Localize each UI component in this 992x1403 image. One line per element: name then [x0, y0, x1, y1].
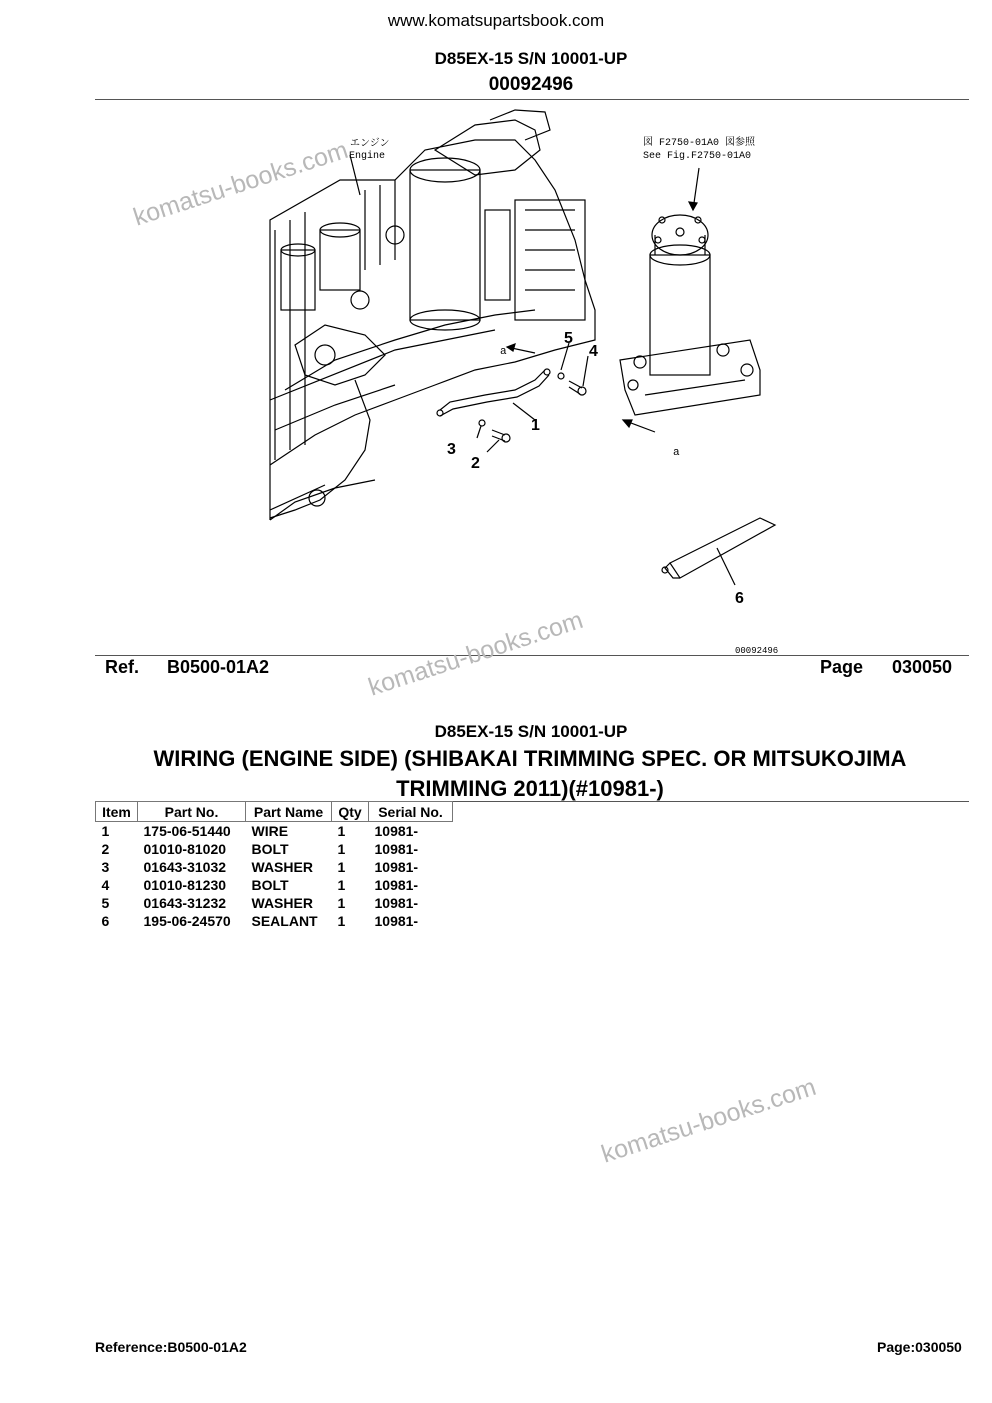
callout-6: 6	[735, 590, 744, 607]
cell-item: 2	[101, 841, 110, 857]
cell-serial-no: 10981-	[374, 841, 419, 857]
cell-part-no: 175-06-51440	[143, 823, 231, 839]
callout-4: 4	[589, 343, 598, 360]
cell-serial-no: 10981-	[374, 859, 419, 875]
ref-code: B0500-01A2	[167, 657, 270, 677]
watermark: komatsu-books.com	[130, 135, 352, 232]
cell-qty: 1	[337, 895, 346, 911]
table-row	[96, 822, 453, 841]
ref-label: Ref.	[105, 657, 140, 677]
cell-part-name: BOLT	[251, 877, 289, 893]
cell-part-name: WIRE	[251, 823, 289, 839]
diagram-divider	[95, 655, 969, 656]
page-code: 030050	[892, 657, 953, 677]
illustration-number: 00092496	[488, 74, 574, 95]
site-url[interactable]: www.komatsupartsbook.com	[387, 11, 605, 30]
cell-part-no: 195-06-24570	[143, 913, 231, 929]
cell-item: 1	[101, 823, 110, 839]
cell-part-name: WASHER	[251, 895, 313, 911]
callout-2: 2	[471, 455, 480, 472]
see-fig-en: See Fig.F2750-01A0	[643, 151, 752, 162]
table-row	[96, 912, 453, 930]
footer-reference: Reference:B0500-01A2	[95, 1339, 247, 1355]
arrow-mark-a-right: a	[673, 447, 680, 459]
cell-part-no: 01643-31032	[143, 859, 227, 875]
cell-qty: 1	[337, 841, 346, 857]
cell-part-name: SEALANT	[251, 913, 318, 929]
engine-label: Engine	[349, 151, 386, 162]
cell-item: 6	[101, 913, 110, 929]
header-item: Item	[96, 802, 138, 822]
table-row	[96, 876, 453, 894]
table-header-row	[96, 802, 453, 822]
drawing-number: 00092496	[735, 646, 779, 655]
parts-table	[95, 801, 453, 930]
header-serial-no: Serial No.	[369, 802, 453, 822]
model-heading: D85EX-15 S/N 10001-UP	[434, 49, 628, 68]
table-row	[96, 840, 453, 858]
cell-serial-no: 10981-	[374, 895, 419, 911]
cell-qty: 1	[337, 823, 346, 839]
cell-serial-no: 10981-	[374, 877, 419, 893]
header-part-name: Part Name	[246, 802, 332, 822]
header-qty: Qty	[332, 802, 369, 822]
cell-part-no: 01010-81020	[143, 841, 227, 857]
callout-5: 5	[564, 330, 573, 347]
page-label: Page	[820, 657, 864, 677]
section-title: WIRING (ENGINE SIDE) (SHIBAKAI TRIMMING SPEC. OR MITSUKOJIMA TRIMMING 2011)(#10981-)	[153, 746, 907, 801]
callout-1: 1	[531, 417, 540, 434]
cell-qty: 1	[337, 913, 346, 929]
cell-part-name: WASHER	[251, 859, 313, 875]
watermark: komatsu-books.com	[365, 605, 587, 702]
section-model: D85EX-15 S/N 10001-UP	[434, 722, 628, 741]
header-part-no: Part No.	[138, 802, 246, 822]
cell-part-name: BOLT	[251, 841, 289, 857]
arrow-mark-a-left: a	[500, 346, 507, 358]
cell-part-no: 01643-31232	[143, 895, 227, 911]
cell-item: 3	[101, 859, 110, 875]
cell-serial-no: 10981-	[374, 823, 419, 839]
cell-qty: 1	[337, 859, 346, 875]
cell-item: 4	[101, 877, 110, 893]
cell-item: 5	[101, 895, 110, 911]
table-row	[96, 894, 453, 912]
cell-part-no: 01010-81230	[143, 877, 227, 893]
footer-page: Page:030050	[877, 1339, 962, 1355]
table-row	[96, 858, 453, 876]
cell-serial-no: 10981-	[374, 913, 419, 929]
engine-label-jp: エンジン	[350, 139, 390, 150]
see-fig-jp: 図 F2750-01A0 図参照	[643, 138, 756, 149]
callout-3: 3	[447, 441, 456, 458]
watermark: komatsu-books.com	[598, 1072, 820, 1169]
cell-qty: 1	[337, 877, 346, 893]
